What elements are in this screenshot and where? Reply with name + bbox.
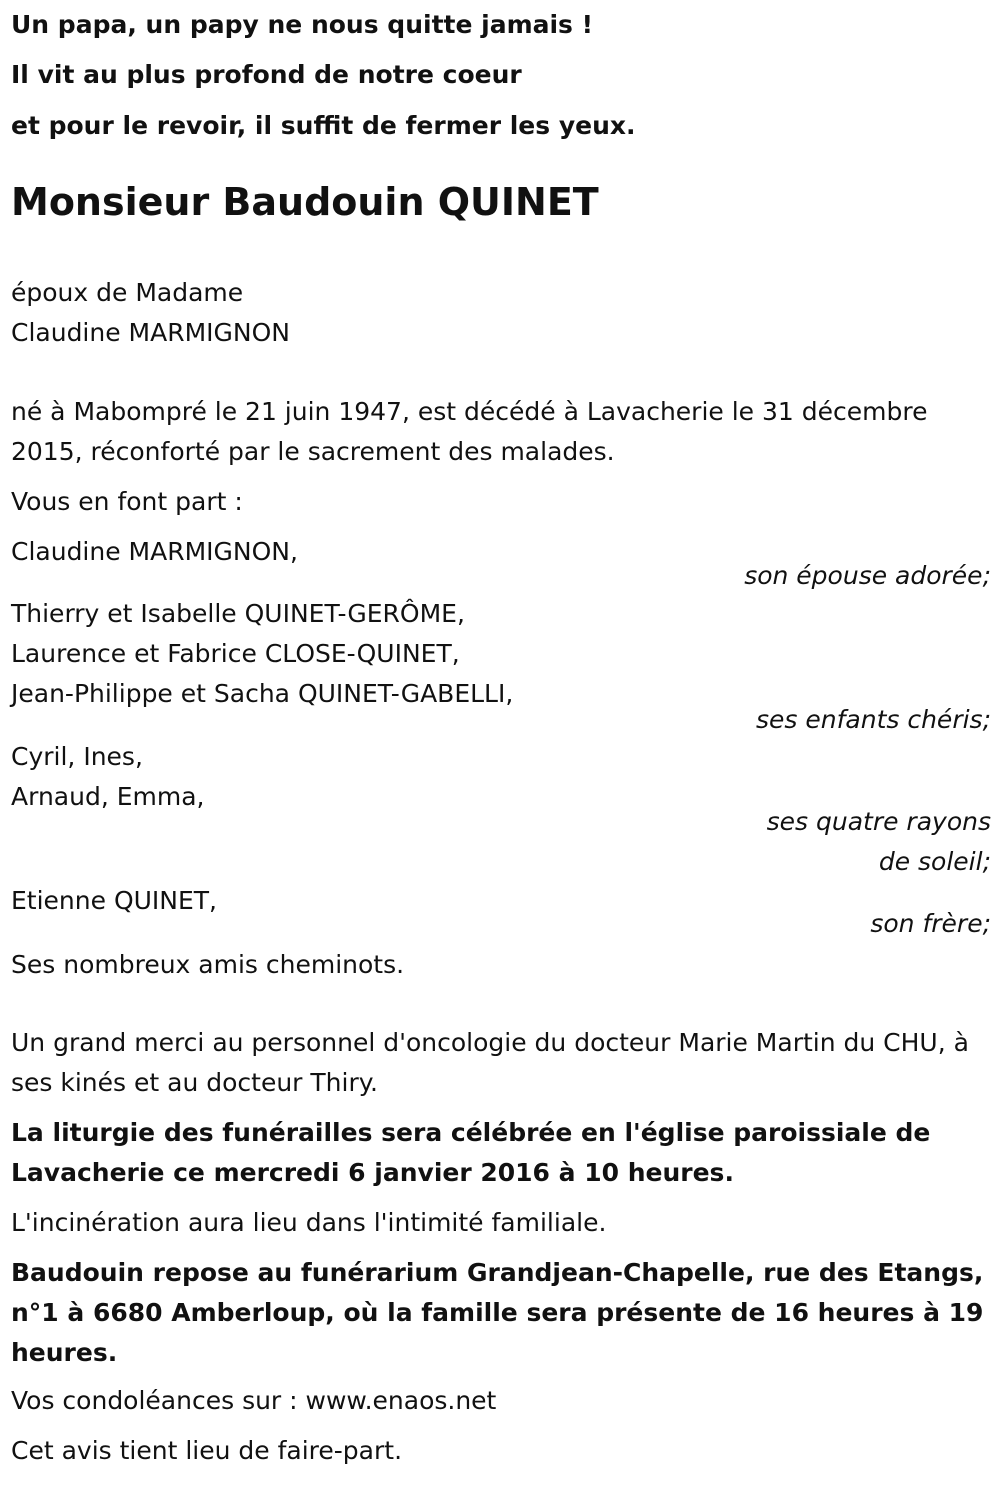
child-line: Jean-Philippe et Sacha QUINET-GABELLI,: [11, 679, 514, 708]
announce-intro: Vous en font part :: [11, 487, 243, 516]
children-role: ses enfants chéris;: [756, 705, 991, 734]
liturgy-text: La liturgie des funérailles sera célébrée en l'église paroissiale de Lavacherie ce mercredi 6 janvier 2016 à 10 heures.: [11, 1118, 931, 1187]
grandchild-line: Arnaud, Emma,: [11, 782, 205, 811]
thanks-text: Un grand merci au personnel d'oncologie du docteur Marie Martin du CHU, à ses kinés et au docteur Thiry.: [11, 1028, 969, 1097]
grandchildren-role-line-1: ses quatre rayons: [766, 807, 991, 836]
grandchildren-block: [11, 737, 204, 817]
grandchildren-role-line-2: de soleil;: [878, 847, 991, 876]
deceased-name: Monsieur Baudouin QUINET: [11, 180, 599, 224]
children-block: [11, 594, 513, 714]
funerarium-text: Baudouin repose au funérarium Grandjean-Chapelle, rue des Etangs, n°1 à 6680 Amberloup, où la famille sera présente de 16 heures à 19 heures.: [11, 1258, 984, 1367]
brother-role: son frère;: [870, 909, 991, 938]
spouse-line-2: Claudine MARMIGNON: [11, 318, 290, 347]
closing-text: Cet avis tient lieu de faire-part.: [11, 1436, 403, 1465]
spouse-block: [11, 273, 290, 353]
spouse-name: Claudine MARMIGNON,: [11, 537, 298, 566]
spouse-role: son épouse adorée;: [744, 561, 991, 590]
epigraph-line-1: Un papa, un papy ne nous quitte jamais !: [11, 10, 594, 39]
grandchild-line: Cyril, Ines,: [11, 742, 143, 771]
incineration-text: L'incinération aura lieu dans l'intimité familiale.: [11, 1208, 607, 1237]
child-line: Thierry et Isabelle QUINET-GERÔME,: [11, 599, 465, 628]
birth-death-text: né à Mabompré le 21 juin 1947, est décédé à Lavacherie le 31 décembre 2015, réconforté par le sacrement des malades.: [11, 397, 928, 466]
epigraph-line-3: et pour le revoir, il suffit de fermer les yeux.: [11, 111, 636, 140]
epigraph-line-2: Il vit au plus profond de notre coeur: [11, 60, 522, 89]
friends-line: Ses nombreux amis cheminots.: [11, 950, 405, 979]
child-line: Laurence et Fabrice CLOSE-QUINET,: [11, 639, 460, 668]
spouse-line-1: époux de Madame: [11, 278, 244, 307]
brother-name: Etienne QUINET,: [11, 886, 218, 915]
condolences-text: Vos condoléances sur : www.enaos.net: [11, 1386, 497, 1415]
